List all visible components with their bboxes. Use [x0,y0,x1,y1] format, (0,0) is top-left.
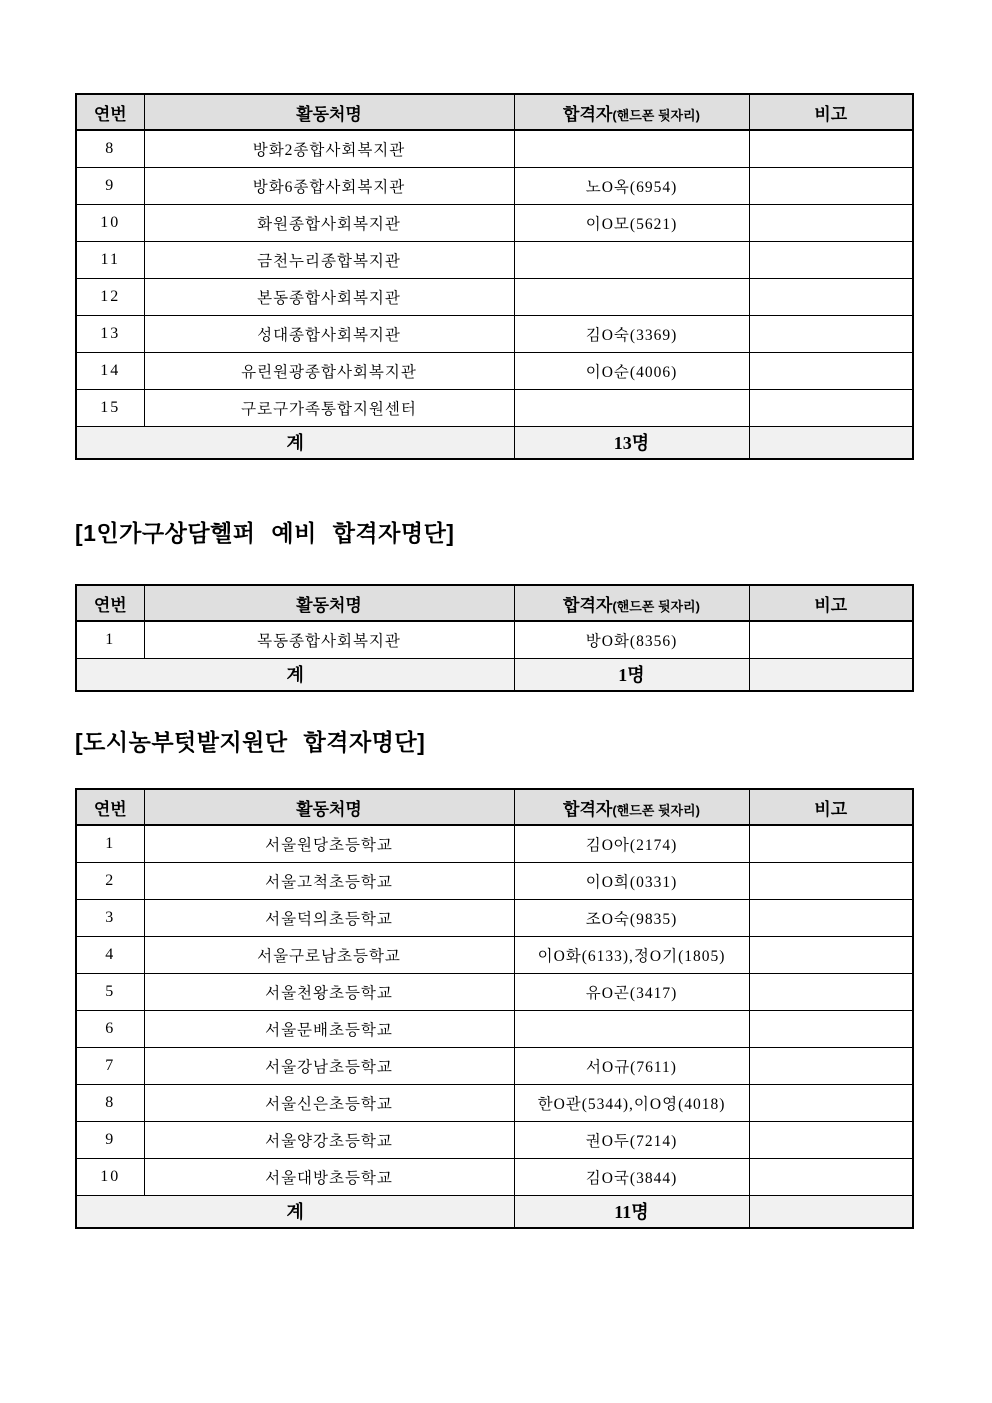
note-cell-empty [749,167,913,204]
column-header-place: 활동처명 [144,94,514,130]
column-header-winner-sub: (핸드폰 뒷자리) [612,802,700,818]
table-row [76,1010,913,1047]
note-cell-empty [749,1121,913,1158]
passer-name-cell: 김O국(3844) [514,1158,749,1195]
column-header-winner [514,94,749,130]
passer-name-cell: 권O두(7214) [514,1121,749,1158]
note-cell-empty [749,1084,913,1121]
column-header-no: 연번 [76,585,144,621]
passer-name-cell: 서O규(7611) [514,1047,749,1084]
table-row [76,167,913,204]
passer-name-cell: 조O숙(9835) [514,899,749,936]
table-row [76,241,913,278]
table-row [76,973,913,1010]
column-header-winner-main: 합격자 [563,104,613,124]
note-cell-empty [749,862,913,899]
activity-place-cell: 서울원당초등학교 [144,825,514,862]
total-note-empty [749,658,913,691]
row-number-cell: 3 [76,899,144,936]
note-cell-empty [749,1158,913,1195]
pass-list-table-urban-farmer-garden [75,788,914,1229]
total-count: 1명 [514,658,749,691]
row-number-cell: 14 [76,352,144,389]
row-number-cell: 8 [76,130,144,167]
passer-name-cell [514,130,749,167]
total-label: 계 [76,658,514,691]
row-number-cell: 1 [76,621,144,658]
note-cell-empty [749,1047,913,1084]
activity-place-cell: 방화2종합사회복지관 [144,130,514,167]
passer-name-cell: 한O관(5344),이O영(4018) [514,1084,749,1121]
column-header-winner [514,789,749,825]
section-title-urban-farmer-garden: [도시농부텃밭지원단 합격자명단] [75,729,426,755]
passer-name-cell [514,278,749,315]
document-page [75,0,912,1229]
table-header-row [76,789,913,825]
row-number-cell: 1 [76,825,144,862]
note-cell-empty [749,1010,913,1047]
row-number-cell: 6 [76,1010,144,1047]
table-body [76,825,913,1195]
column-header-place: 활동처명 [144,789,514,825]
row-number-cell: 5 [76,973,144,1010]
table-body [76,621,913,658]
column-header-note: 비고 [749,789,913,825]
note-cell-empty [749,899,913,936]
passer-name-cell: 김O숙(3369) [514,315,749,352]
column-header-note: 비고 [749,585,913,621]
activity-place-cell: 구로구가족통합지원센터 [144,389,514,426]
column-header-place: 활동처명 [144,585,514,621]
activity-place-cell: 본동종합사회복지관 [144,278,514,315]
table-row [76,389,913,426]
table-body [76,130,913,426]
table-row [76,1158,913,1195]
row-number-cell: 2 [76,862,144,899]
total-count: 13명 [514,426,749,459]
pass-list-table-single-household-helper [75,584,914,692]
table-row [76,204,913,241]
table-header-row [76,585,913,621]
note-cell-empty [749,130,913,167]
table-total-row [76,1195,913,1228]
table-row [76,130,913,167]
activity-place-cell: 서울강남초등학교 [144,1047,514,1084]
note-cell-empty [749,621,913,658]
total-note-empty [749,1195,913,1228]
table-row [76,899,913,936]
note-cell-empty [749,825,913,862]
passer-name-cell [514,1010,749,1047]
table-row [76,862,913,899]
note-cell-empty [749,315,913,352]
row-number-cell: 9 [76,1121,144,1158]
total-count: 11명 [514,1195,749,1228]
table-row [76,1084,913,1121]
table-total-row [76,658,913,691]
total-label: 계 [76,1195,514,1228]
row-number-cell: 7 [76,1047,144,1084]
passer-name-cell: 방O화(8356) [514,621,749,658]
table-row [76,1121,913,1158]
table-header-row [76,94,913,130]
table-row [76,825,913,862]
note-cell-empty [749,973,913,1010]
column-header-winner-main: 합격자 [563,799,613,819]
pass-list-table-continued [75,93,914,460]
row-number-cell: 13 [76,315,144,352]
passer-name-cell: 이O순(4006) [514,352,749,389]
row-number-cell: 9 [76,167,144,204]
total-note-empty [749,426,913,459]
activity-place-cell: 화원종합사회복지관 [144,204,514,241]
passer-name-cell: 김O아(2174) [514,825,749,862]
row-number-cell: 10 [76,204,144,241]
passer-name-cell [514,241,749,278]
activity-place-cell: 방화6종합사회복지관 [144,167,514,204]
row-number-cell: 10 [76,1158,144,1195]
table-row [76,352,913,389]
column-header-winner-sub: (핸드폰 뒷자리) [612,598,700,614]
activity-place-cell: 서울천왕초등학교 [144,973,514,1010]
column-header-no: 연번 [76,94,144,130]
row-number-cell: 8 [76,1084,144,1121]
table-row [76,278,913,315]
activity-place-cell: 서울신은초등학교 [144,1084,514,1121]
note-cell-empty [749,241,913,278]
activity-place-cell: 서울덕의초등학교 [144,899,514,936]
table-row [76,315,913,352]
passer-name-cell: 이O희(0331) [514,862,749,899]
passer-name-cell: 노O옥(6954) [514,167,749,204]
activity-place-cell: 금천누리종합복지관 [144,241,514,278]
passer-name-cell: 이O화(6133),정O기(1805) [514,936,749,973]
column-header-winner [514,585,749,621]
table-row [76,621,913,658]
activity-place-cell: 서울대방초등학교 [144,1158,514,1195]
activity-place-cell: 서울구로남초등학교 [144,936,514,973]
table-row [76,1047,913,1084]
activity-place-cell: 목동종합사회복지관 [144,621,514,658]
column-header-winner-main: 합격자 [563,595,613,615]
passer-name-cell: 유O곤(3417) [514,973,749,1010]
note-cell-empty [749,352,913,389]
note-cell-empty [749,936,913,973]
row-number-cell: 11 [76,241,144,278]
note-cell-empty [749,278,913,315]
note-cell-empty [749,389,913,426]
table-row [76,936,913,973]
activity-place-cell: 유린원광종합사회복지관 [144,352,514,389]
row-number-cell: 12 [76,278,144,315]
passer-name-cell: 이O모(5621) [514,204,749,241]
column-header-no: 연번 [76,789,144,825]
row-number-cell: 15 [76,389,144,426]
total-label: 계 [76,426,514,459]
row-number-cell: 4 [76,936,144,973]
activity-place-cell: 서울문배초등학교 [144,1010,514,1047]
column-header-note: 비고 [749,94,913,130]
section-title-single-household-helper: [1인가구상담헬퍼 예비 합격자명단] [75,520,455,546]
passer-name-cell [514,389,749,426]
note-cell-empty [749,204,913,241]
column-header-winner-sub: (핸드폰 뒷자리) [612,107,700,123]
activity-place-cell: 성대종합사회복지관 [144,315,514,352]
activity-place-cell: 서울고척초등학교 [144,862,514,899]
table-total-row [76,426,913,459]
activity-place-cell: 서울양강초등학교 [144,1121,514,1158]
